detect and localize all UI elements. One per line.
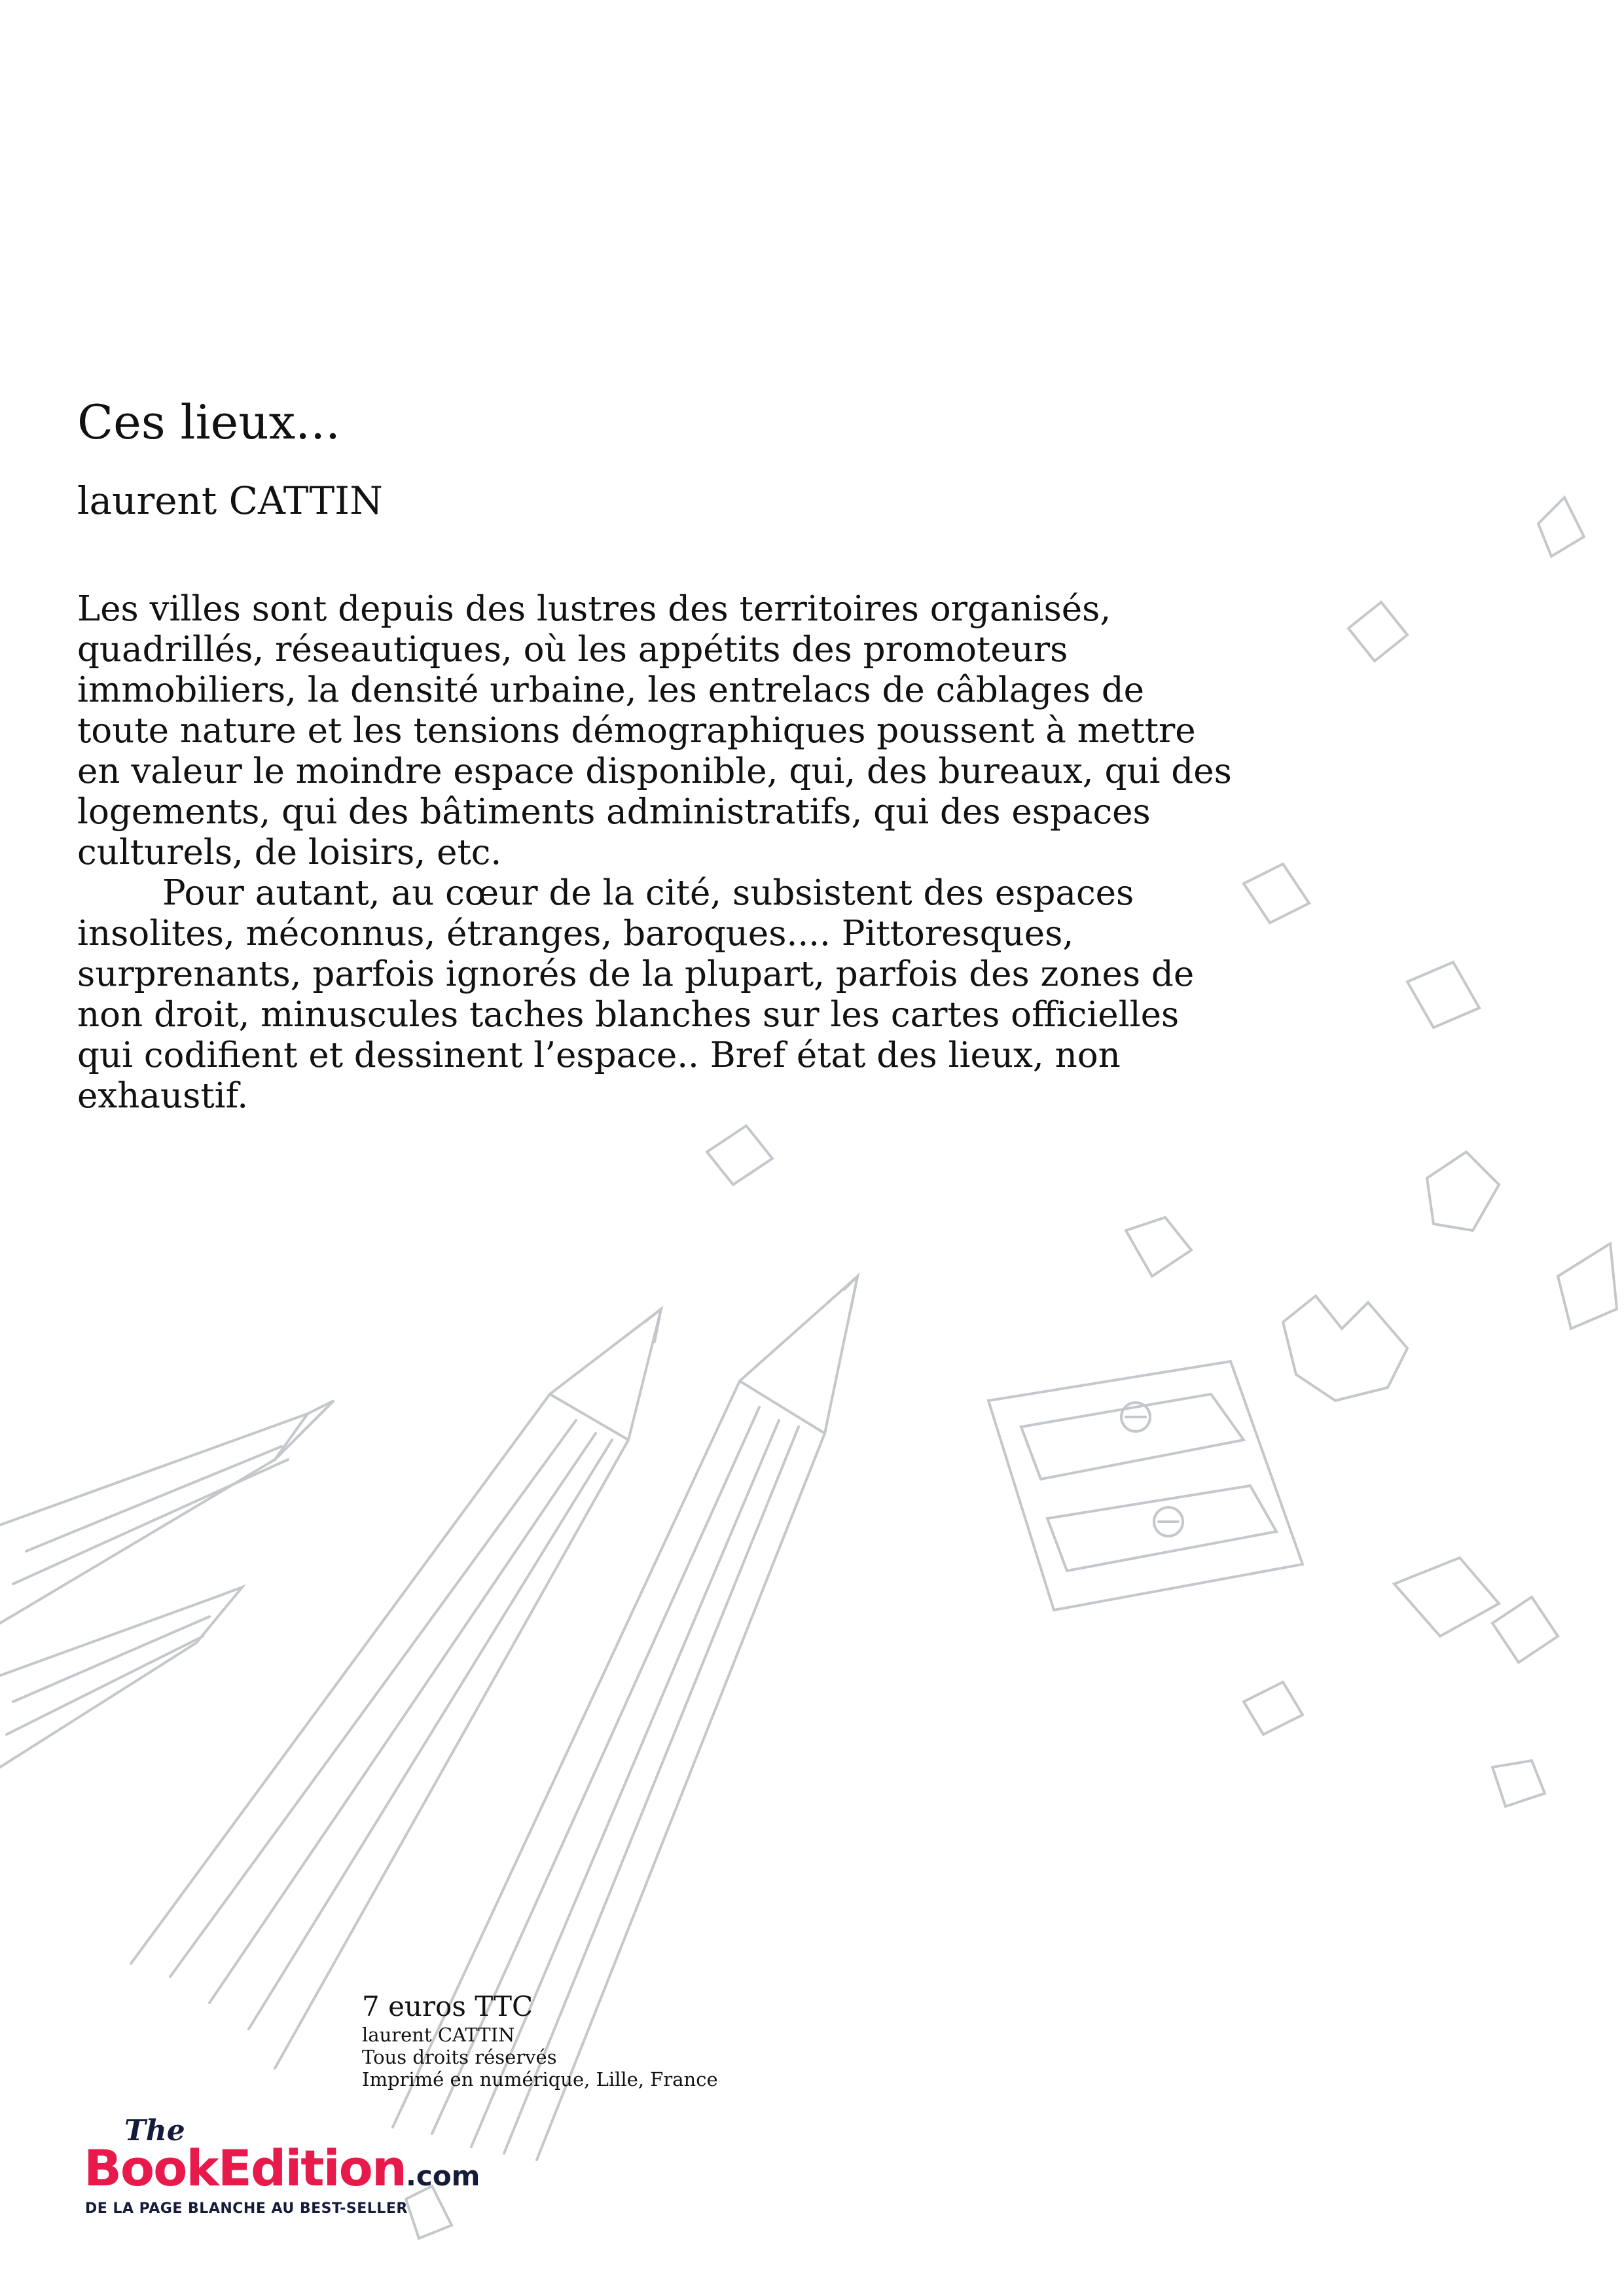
pencil-drawing <box>0 1587 242 1767</box>
book-author: laurent CATTIN <box>77 478 383 523</box>
back-cover-blurb <box>77 589 1242 1117</box>
logo-tagline: DE LA PAGE BLANCHE AU BEST-SELLER <box>85 2200 408 2217</box>
pencil-drawing <box>0 1401 334 1623</box>
imprint-block <box>362 1990 718 2090</box>
sharpener-drawing <box>988 1361 1303 1610</box>
logo-suffix: .com <box>405 2160 480 2192</box>
imprint-rights: Tous droits réservés <box>362 2046 557 2068</box>
imprint-printed: Imprimé en numérique, Lille, France <box>362 2068 718 2090</box>
logo-name: BookEdition <box>84 2139 406 2197</box>
book-title: Ces lieux... <box>77 395 340 450</box>
price-label: 7 euros TTC <box>362 1990 533 2022</box>
blurb-paragraph: Pour autant, au cœur de la cité, subsistent des espaces insolites, méconnus, étranges, baroques.... Pittoresques, surprenants, parfois ignorés de la plupart, parfois des zones de non droit, minuscules taches blanches sur les cartes officielles qui codifient et dessinent l’espace.. Bref état des lieux, non exhaustif. <box>77 873 1195 1116</box>
logo-the: The <box>124 2114 185 2147</box>
logo-wordmark <box>84 2139 480 2197</box>
imprint-author: laurent CATTIN <box>362 2024 515 2046</box>
blurb-paragraph: Les villes sont depuis des lustres des territoires organisés, quadrillés, réseautiques, où les appétits des promoteurs immobiliers, la densité urbaine, les entrelacs de câblages de toute nature et les tensions démographiques poussent à mettre en valeur le moindre espace disponible, qui, des bureaux, qui des logements, qui des bâtiments administratifs, qui des espaces culturels, de loisirs, etc. <box>77 589 1232 872</box>
pencil-drawing <box>131 1309 661 2068</box>
publisher-logo <box>77 2114 535 2219</box>
